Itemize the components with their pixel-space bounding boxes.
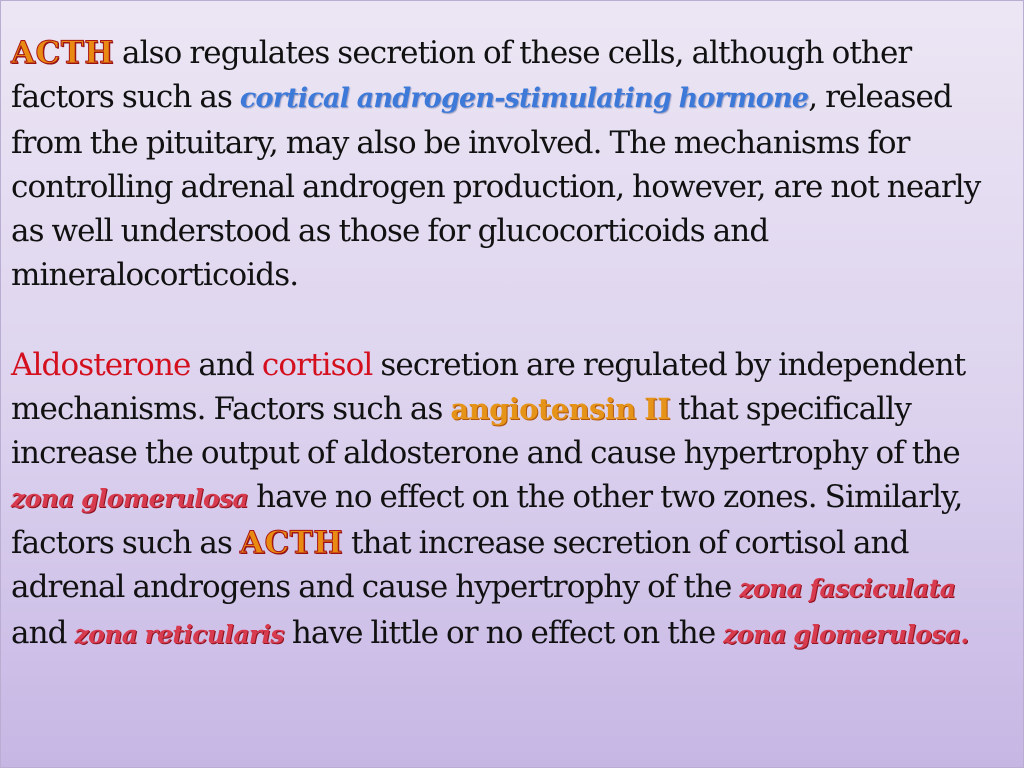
acth-term: ACTH — [11, 35, 115, 71]
zona-glomerulosa-term: zona glomerulosa. — [723, 620, 969, 649]
paragraph-text: secretion are regulated by independent mechanisms. Factors such as — [11, 347, 966, 427]
aldosterone-term: Aldosterone — [11, 347, 191, 383]
paragraph-text: have little or no effect on the — [283, 615, 724, 651]
zona-glomerulosa-term: zona glomerulosa — [11, 484, 249, 513]
cortical-androgen-hormone-term: cortical androgen-stimulating hormone — [239, 83, 809, 114]
cortisol-term: cortisol — [261, 347, 373, 383]
angiotensin-term: angiotensin II — [450, 392, 671, 426]
acth-term: ACTH — [239, 525, 344, 561]
paragraph-acth-androgens — [11, 31, 1011, 297]
paragraph-text: and — [11, 615, 75, 651]
paragraph-text: have no effect on the other two zones. Similarly, factors such as — [11, 479, 963, 561]
paragraph-text: also regulates secretion of these cells, although other factors such as — [11, 35, 912, 115]
paragraph-independent-regulation — [11, 343, 1011, 657]
zona-reticularis-term: zona reticularis — [74, 620, 284, 649]
paragraph-text: , released from the pituitary, may also be involved. The mechanisms for controlling adrenal androgen production, however, are not nearly as well understood as those for glucocorticoids and mineralocorticoids. — [11, 79, 981, 293]
paragraph-text: that specifically increase the output of aldosterone and cause hypertrophy of the — [11, 391, 960, 471]
paragraph-text: and — [190, 347, 262, 383]
zona-fasciculata-term: zona fasciculata — [739, 574, 956, 603]
paragraph-text: that increase secretion of cortisol and adrenal androgens and cause hypertrophy of the — [11, 525, 909, 605]
